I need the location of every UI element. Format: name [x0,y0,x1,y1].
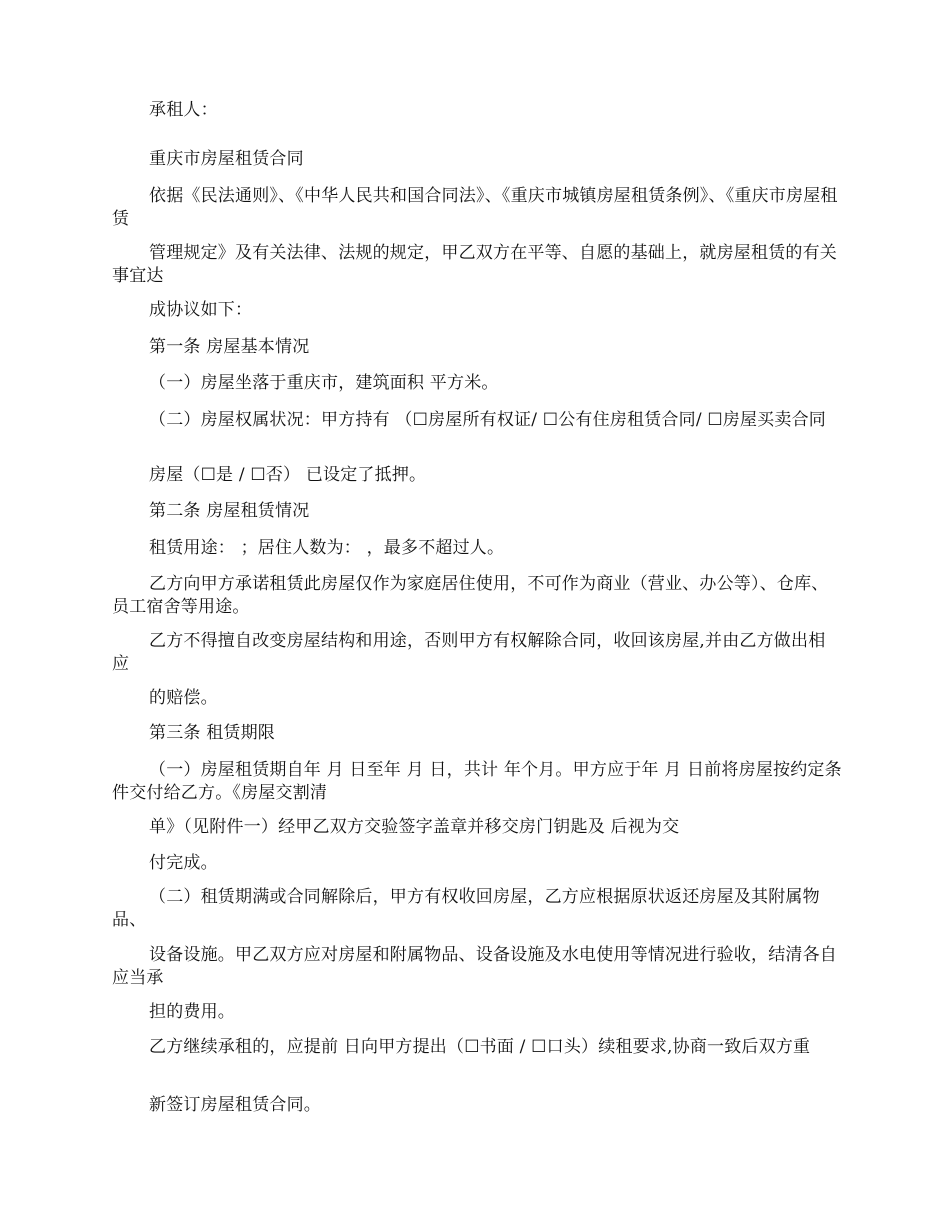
paragraph-ownership-status: （二）房屋权属状况：甲方持有 （☐房屋所有权证/ ☐公有住房租赁合同/ ☐房屋买卖合同 [149,410,826,430]
heading-article-1: 第一条 房屋基本情况 [149,337,310,357]
paragraph-compensation: 的赔偿。 [149,688,218,708]
paragraph-new-contract: 新签订房屋租赁合同。 [149,1095,321,1115]
paragraph-house-location: （一）房屋坐落于重庆市，建筑面积 平方米。 [149,373,499,393]
paragraph-lease-end-return: （二）租赁期满或合同解除后，甲方有权收回房屋，乙方应根据原状返还房屋及其附属物品、 [112,887,820,930]
paragraph-legal-basis-2: 管理规定》及有关法律、法规的规定，甲乙双方在平等、自愿的基础上，就房屋租赁的有关事宜达 [112,243,837,286]
paragraph-lease-term: （一）房屋租赁期自年 月 日至年 月 日，共计 年个月。甲方应于年 月 日前将房屋按约定条件交付给乙方。《房屋交割清 [112,760,842,803]
heading-article-3: 第三条 租赁期限 [149,723,276,743]
paragraph-inspection: 设备设施。甲乙双方应对房屋和附属物品、设备设施及水电使用等情况进行验收，结清各自应当承 [112,945,837,988]
paragraph-delivery-complete: 付完成。 [149,853,218,873]
paragraph-costs: 担的费用。 [149,1002,235,1022]
paragraph-handover-list: 单》（见附件一）经甲乙双方交验签字盖章并移交房门钥匙及 后视为交 [149,817,680,837]
paragraph-no-structure-change: 乙方不得擅自改变房屋结构和用途，否则甲方有权解除合同，收回该房屋,并由乙方做出相应 [112,631,826,674]
paragraph-renewal: 乙方继续承租的，应提前 日向甲方提出（☐书面 / ☐口头）续租要求,协商一致后双方重 [149,1037,811,1057]
paragraph-contract-title: 重庆市房屋租赁合同 [149,149,304,169]
paragraph-mortgage-status: 房屋（☐是 / ☐否） 已设定了抵押。 [149,465,427,485]
paragraph-residential-use: 乙方向甲方承诺租赁此房屋仅作为家庭居住使用，不可作为商业（营业、办公等）、仓库、员工宿舍等用途。 [112,574,829,617]
paragraph-legal-basis-1: 依据《民法通则》、《中华人民共和国合同法》、《重庆市城镇房屋租赁条例》、《重庆市房屋租赁 [112,186,838,229]
heading-article-2: 第二条 房屋租赁情况 [149,501,310,521]
paragraph-lease-purpose: 租赁用途： ；居住人数为： ，最多不超过人。 [149,538,505,558]
paragraph-lessee-label: 承租人： [149,100,218,120]
paragraph-agreement-intro: 成协议如下： [149,300,253,320]
